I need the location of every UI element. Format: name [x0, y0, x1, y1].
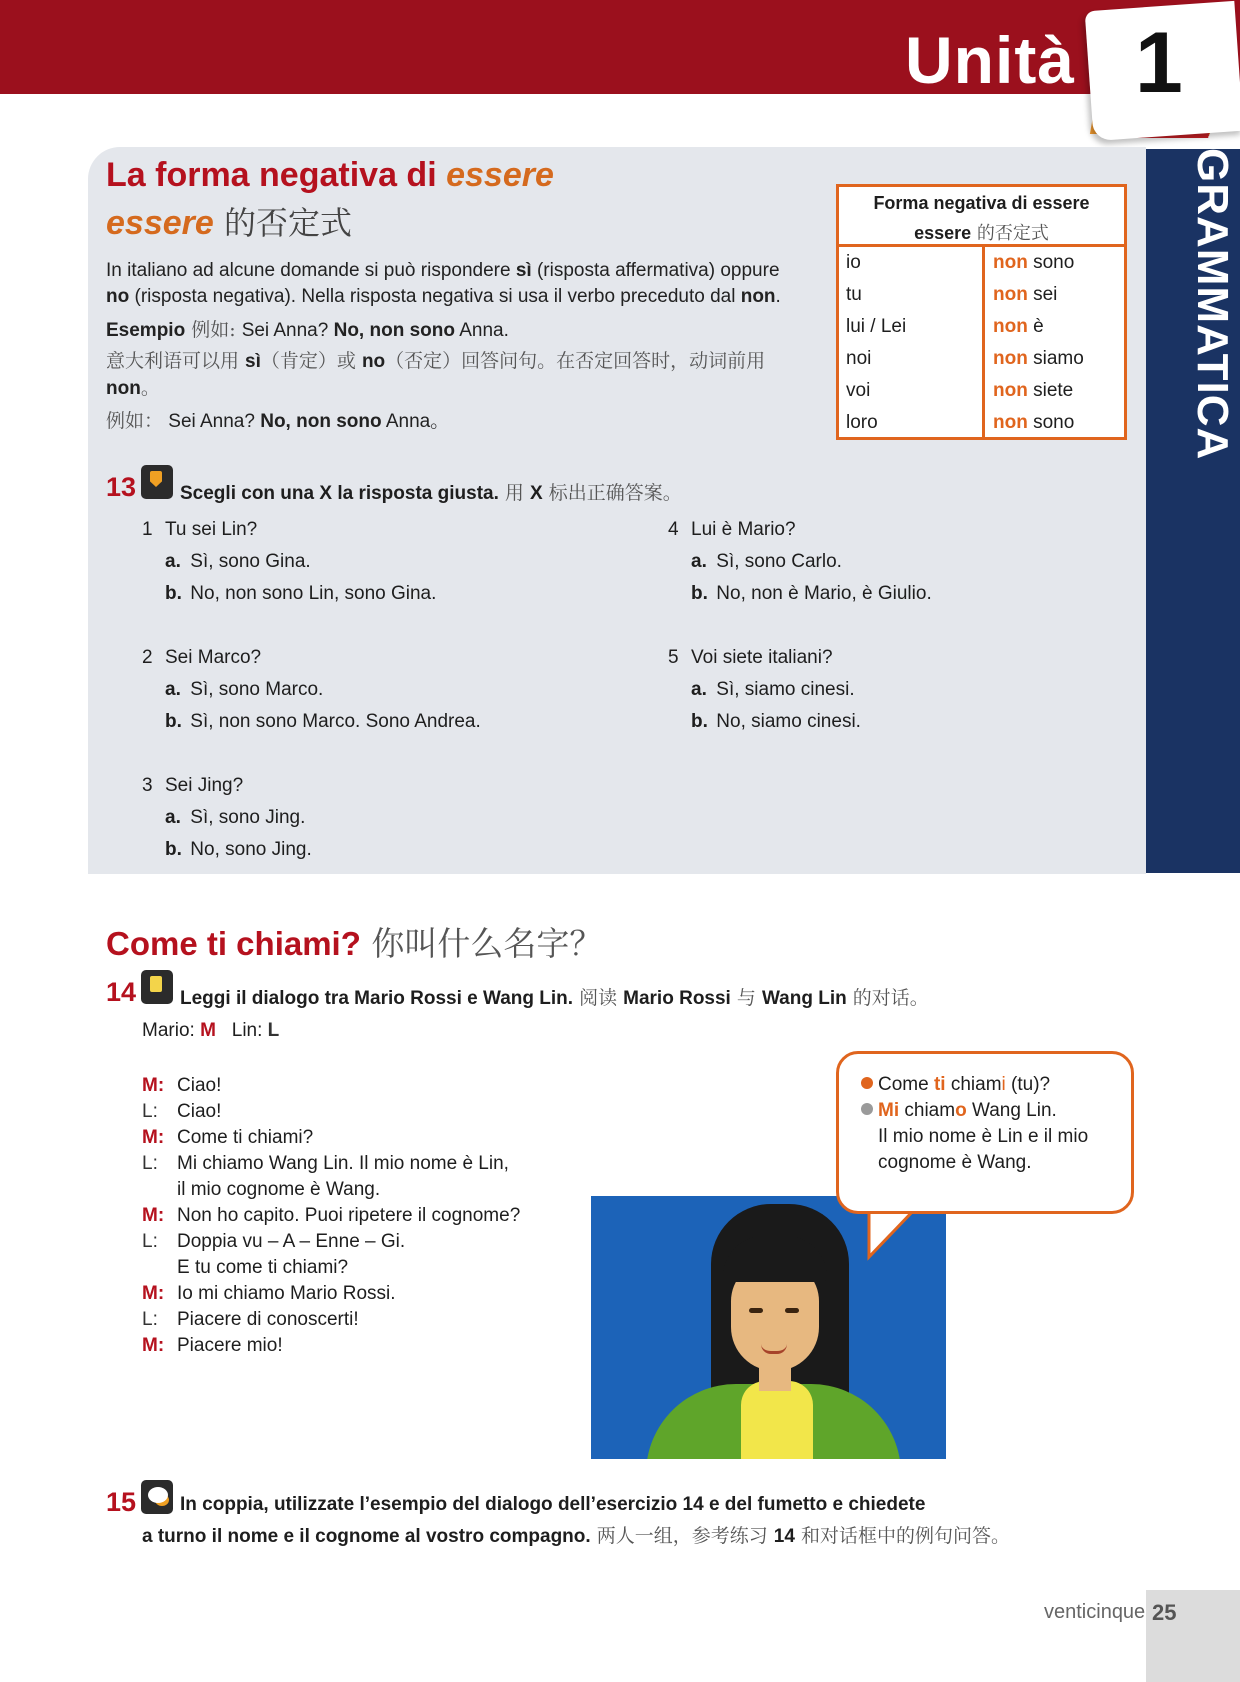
dialog-line: M: Piacere mio! — [142, 1335, 283, 1356]
answer-option[interactable]: a. Sì, siamo cinesi. — [691, 679, 855, 700]
answer-option[interactable]: b. No, non sono Lin, sono Gina. — [165, 583, 437, 604]
document-icon — [141, 970, 173, 1004]
pencil-icon — [141, 465, 173, 499]
question-item: 4 Lui è Mario? a. Sì, sono Carlo. b. No, non è Mario, è Giulio. — [668, 514, 932, 610]
answer-option[interactable]: a. Sì, sono Marco. — [165, 679, 324, 700]
answer-option[interactable]: a. Sì, sono Carlo. — [691, 551, 842, 572]
exercise-15-instruction: In coppia, utilizzate l’esempio del dialogo dell’esercizio 14 e del fumetto e chiedete — [180, 1494, 926, 1515]
conjugation-row: noi non siamo — [846, 348, 1084, 369]
bullet-icon — [861, 1103, 873, 1115]
bubble-answer: Mi chiamo Wang Lin. — [861, 1098, 1131, 1124]
bubble-answer-line: cognome è Wang. — [878, 1152, 1032, 1173]
question-item: 3 Sei Jing? a. Sì, sono Jing. b. No, sono Jing. — [142, 770, 312, 866]
grammar-explanation-zh: 意大利语可以用 sì（肯定）或 no（否定）回答问句。在否定回答时，动词前用 non。 — [106, 350, 766, 399]
bullet-icon — [861, 1077, 873, 1089]
answer-option[interactable]: a. Sì, sono Gina. — [165, 551, 311, 572]
dialog-line: L: Ciao! — [142, 1101, 222, 1122]
grammar-title: La forma negativa di essere — [106, 156, 554, 194]
chat-icon — [141, 1480, 173, 1514]
dialog-line: L: Piacere di conoscerti! — [142, 1309, 359, 1330]
dialog — [142, 1073, 520, 1359]
conjugation-table-header: Forma negativa di essere essere 的否定式 — [839, 187, 1124, 247]
section-title: Come ti chiami? 你叫什么名字？ — [106, 924, 603, 963]
conjugation-table — [836, 184, 1127, 440]
dialog-line: M: Non ho capito. Puoi ripetere il cognome? — [142, 1205, 521, 1226]
exercise-15-instruction-line2: a turno il nome e il cognome al vostro compagno. 两人一组，参考练习 14 和对话框中的例句问答。 — [142, 1525, 1010, 1547]
question-item: 5 Voi siete italiani? a. Sì, siamo cinesi. b. No, siamo cinesi. — [668, 642, 861, 738]
conjugation-row: io non sono — [846, 252, 1075, 273]
dialog-line: M: Ciao! — [142, 1075, 222, 1096]
grammar-explanation: In italiano ad alcune domande si può rispondere sì (risposta affermativa) oppure no (risposta negativa). Nella risposta negativa si usa il verbo preceduto dal non. — [106, 260, 781, 307]
page-number: 25 — [1152, 1600, 1177, 1625]
conjugation-row: loro non sono — [846, 412, 1075, 433]
answer-option[interactable]: b. Sì, non sono Marco. Sono Andrea. — [165, 711, 481, 732]
dialog-line: M: Io mi chiamo Mario Rossi. — [142, 1283, 396, 1304]
grammar-subtitle: essere 的否定式 — [106, 204, 352, 242]
page-word: venticinque — [1044, 1601, 1146, 1623]
speaker-legend: Mario: M Lin: L — [142, 1020, 280, 1041]
conjugation-row: voi non siete — [846, 380, 1074, 401]
exercise-14-instruction: Leggi il dialogo tra Mario Rossi e Wang Lin. 阅读 Mario Rossi 与 Wang Lin 的对话。 — [180, 987, 929, 1009]
exercise-13-number: 13 — [106, 472, 137, 502]
unit-label: Unità — [905, 23, 1075, 97]
dialog-line: M: Come ti chiami? — [142, 1127, 314, 1148]
speech-bubble — [836, 1051, 1134, 1214]
section-side-label: GRAMMATICA — [1188, 148, 1237, 461]
exercise-15-number: 15 — [106, 1487, 137, 1517]
question-item: 2 Sei Marco? a. Sì, sono Marco. b. Sì, non sono Marco. Sono Andrea. — [142, 642, 481, 738]
grammar-example: Esempio 例如: Sei Anna? No, non sono Anna. — [106, 319, 509, 341]
grammar-example-zh: 例如： Sei Anna? No, non sono Anna。 — [106, 410, 450, 432]
question-item: 1 Tu sei Lin? a. Sì, sono Gina. b. No, non sono Lin, sono Gina. — [142, 514, 436, 610]
answer-option[interactable]: b. No, siamo cinesi. — [691, 711, 861, 732]
exercise-13-instruction: Scegli con una X la risposta giusta. 用 X 标出正确答案。 — [180, 482, 682, 504]
conjugation-row: tu non sei — [846, 284, 1058, 305]
answer-option[interactable]: a. Sì, sono Jing. — [165, 807, 306, 828]
dialog-line: L: Doppia vu – A – Enne – Gi. — [142, 1231, 406, 1252]
exercise-14-number: 14 — [106, 977, 137, 1007]
bubble-answer-line: Il mio nome è Lin e il mio — [878, 1126, 1089, 1147]
speech-bubble-tail — [865, 1209, 919, 1261]
unit-number: 1 — [1135, 15, 1183, 111]
dialog-line: L: Mi chiamo Wang Lin. Il mio nome è Lin, — [142, 1153, 509, 1174]
conjugation-row: lui / Lei non è — [846, 316, 1044, 337]
dialog-line: E tu come ti chiami? — [177, 1257, 349, 1278]
answer-option[interactable]: b. No, sono Jing. — [165, 839, 312, 860]
dialog-line: il mio cognome è Wang. — [177, 1179, 381, 1200]
answer-option[interactable]: b. No, non è Mario, è Giulio. — [691, 583, 932, 604]
bubble-question: Come ti chiami (tu)? — [861, 1072, 1131, 1098]
